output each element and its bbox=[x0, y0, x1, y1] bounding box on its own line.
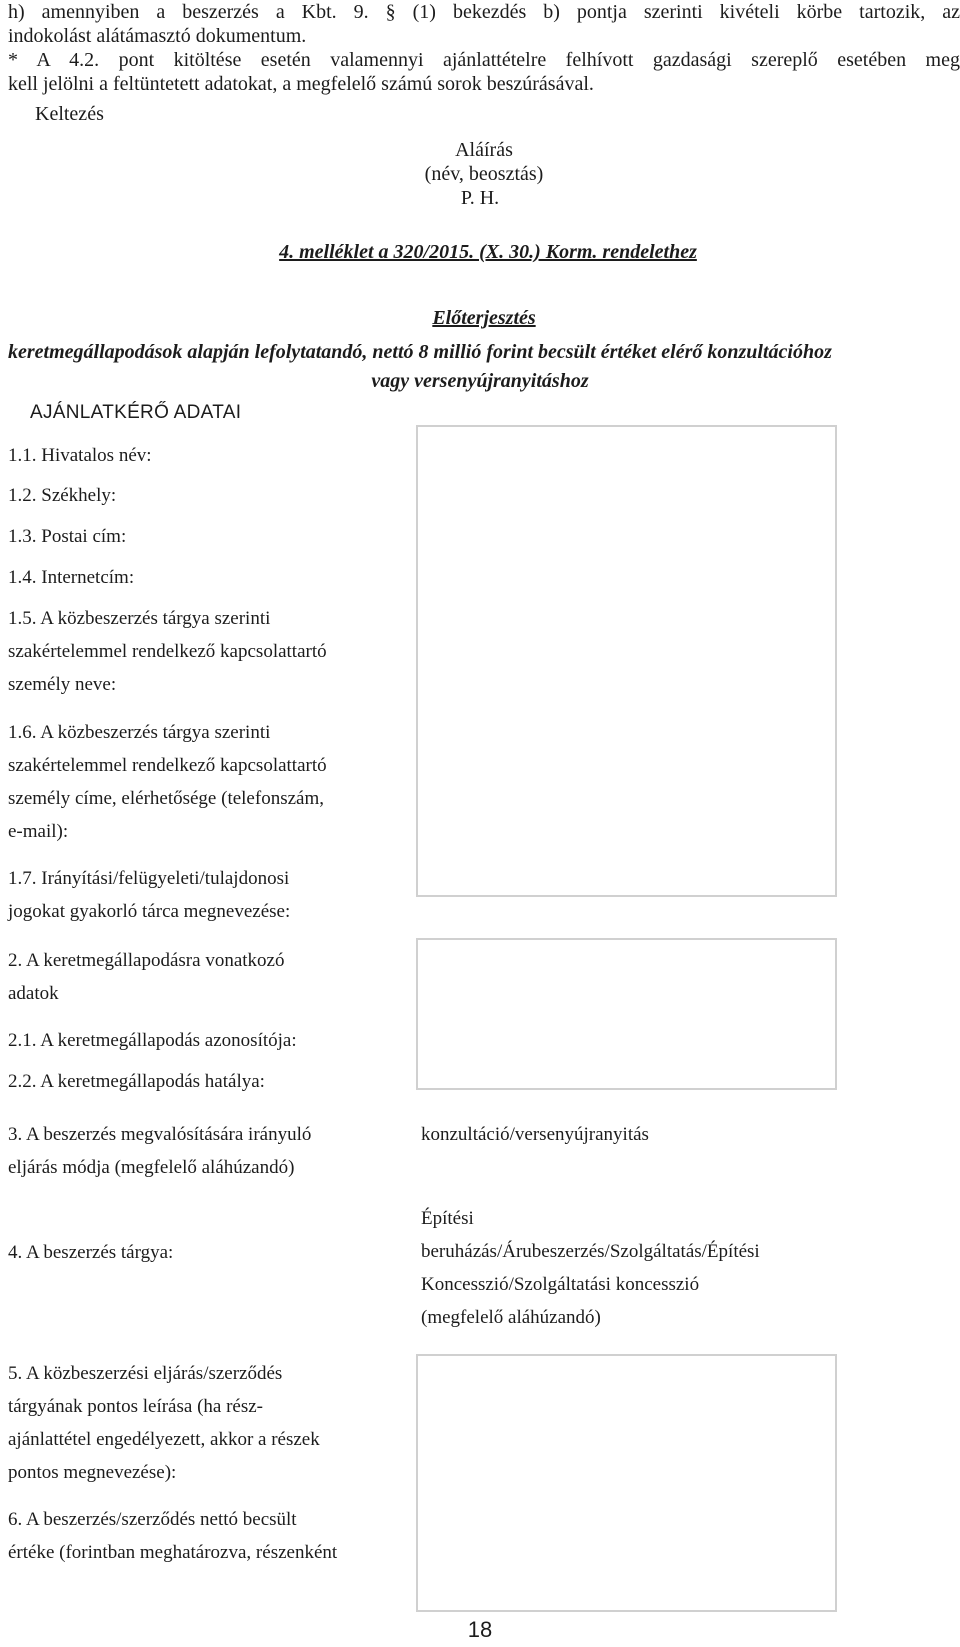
row-procedure-type-line-1: 3. A beszerzés megvalósítására irányuló bbox=[8, 1124, 312, 1145]
row-subject: 4. A beszerzés tárgya: bbox=[8, 1242, 174, 1263]
row-procedure-type bbox=[8, 1118, 311, 1184]
proposal-subtitle-line-2: vagy versenyújranyitáshoz bbox=[371, 370, 589, 392]
row-estimated-value bbox=[8, 1503, 337, 1569]
row-description-line-4: pontos megnevezése): bbox=[8, 1462, 177, 1483]
row-official-name: 1.1. Hivatalos név: bbox=[8, 445, 152, 466]
proposal-title: Előterjesztés bbox=[432, 307, 536, 329]
row-contact-details bbox=[8, 716, 327, 848]
row-framework-id: 2.1. A keretmegállapodás azonosítója: bbox=[8, 1030, 297, 1051]
intro-line-h: h) amennyiben a beszerzés a Kbt. 9. § (1) bekezdés b) pontja szerinti kivételi körbe tartozik, az bbox=[8, 1, 960, 23]
row-seat: 1.2. Székhely: bbox=[8, 485, 117, 506]
subject-value-line-1: Építési bbox=[421, 1208, 474, 1229]
row-internet-address: 1.4. Internetcím: bbox=[8, 567, 135, 588]
subject-value bbox=[421, 1202, 760, 1334]
row-ministry-line-2: jogokat gyakorló tárca megnevezése: bbox=[8, 901, 291, 922]
framework-data-box bbox=[416, 938, 837, 1090]
procedure-type-value: konzultáció/versenyújranyitás bbox=[421, 1124, 649, 1145]
row-framework-validity: 2.2. A keretmegállapodás hatálya: bbox=[8, 1071, 265, 1092]
row-estimated-value-line-1: 6. A beszerzés/szerződés nettó becsült bbox=[8, 1509, 297, 1530]
subject-value-line-2: beruházás/Árubeszerzés/Szolgáltatás/Építési bbox=[421, 1241, 760, 1262]
note-line-1: * A 4.2. pont kitöltése esetén valamennyi ajánlattételre felhívott gazdasági szereplő esetében meg bbox=[8, 49, 960, 71]
contracting-authority-data-box bbox=[416, 425, 837, 897]
signature-label: Aláírás bbox=[455, 139, 513, 161]
name-role-label: (név, beosztás) bbox=[424, 163, 544, 185]
row-contact-name-line-1: 1.5. A közbeszerzés tárgya szerinti bbox=[8, 608, 271, 629]
row-description-line-3: ajánlattétel engedélyezett, akkor a részek bbox=[8, 1429, 320, 1450]
row-framework-data-line-1: 2. A keretmegállapodásra vonatkozó bbox=[8, 950, 285, 971]
row-framework-data bbox=[8, 944, 284, 1010]
intro-paragraph bbox=[8, 0, 960, 96]
row-contact-name-line-3: személy neve: bbox=[8, 674, 117, 695]
annex-title: 4. melléklet a 320/2015. (X. 30.) Korm. rendelethez bbox=[279, 241, 697, 263]
date-label: Keltezés bbox=[35, 103, 104, 125]
page-number: 18 bbox=[467, 1617, 493, 1642]
subject-value-line-4: (megfelelő aláhúzandó) bbox=[421, 1307, 601, 1328]
row-postal-address: 1.3. Postai cím: bbox=[8, 526, 127, 547]
intro-line-h2: indokolást alátámasztó dokumentum. bbox=[8, 25, 307, 47]
row-contact-details-line-4: e-mail): bbox=[8, 821, 69, 842]
section-heading: AJÁNLATKÉRŐ ADATAI bbox=[30, 402, 242, 423]
row-description-line-2: tárgyának pontos leírása (ha rész- bbox=[8, 1396, 263, 1417]
description-and-value-box bbox=[416, 1354, 837, 1612]
row-contact-details-line-3: személy címe, elérhetősége (telefonszám, bbox=[8, 788, 324, 809]
stamp-label: P. H. bbox=[460, 187, 500, 209]
note-line-2: kell jelölni a feltüntetett adatokat, a megfelelő számú sorok beszúrásával. bbox=[8, 73, 594, 95]
row-estimated-value-line-2: értéke (forintban meghatározva, részenként bbox=[8, 1542, 338, 1563]
row-contact-details-line-2: szakértelemmel rendelkező kapcsolattartó bbox=[8, 755, 327, 776]
row-contact-name bbox=[8, 602, 327, 701]
row-description-line-1: 5. A közbeszerzési eljárás/szerződés bbox=[8, 1363, 283, 1384]
row-procedure-type-line-2: eljárás módja (megfelelő aláhúzandó) bbox=[8, 1157, 295, 1178]
row-contact-name-line-2: szakértelemmel rendelkező kapcsolattartó bbox=[8, 641, 327, 662]
row-description bbox=[8, 1357, 320, 1489]
row-framework-data-line-2: adatok bbox=[8, 983, 59, 1004]
proposal-subtitle-line-1: keretmegállapodások alapján lefolytatandó, nettó 8 millió forint becsült értéket elérő konzultációhoz bbox=[8, 341, 832, 363]
row-ministry bbox=[8, 862, 290, 928]
row-ministry-line-1: 1.7. Irányítási/felügyeleti/tulajdonosi bbox=[8, 868, 290, 889]
subject-value-line-3: Koncesszió/Szolgáltatási koncesszió bbox=[421, 1274, 700, 1295]
row-contact-details-line-1: 1.6. A közbeszerzés tárgya szerinti bbox=[8, 722, 271, 743]
